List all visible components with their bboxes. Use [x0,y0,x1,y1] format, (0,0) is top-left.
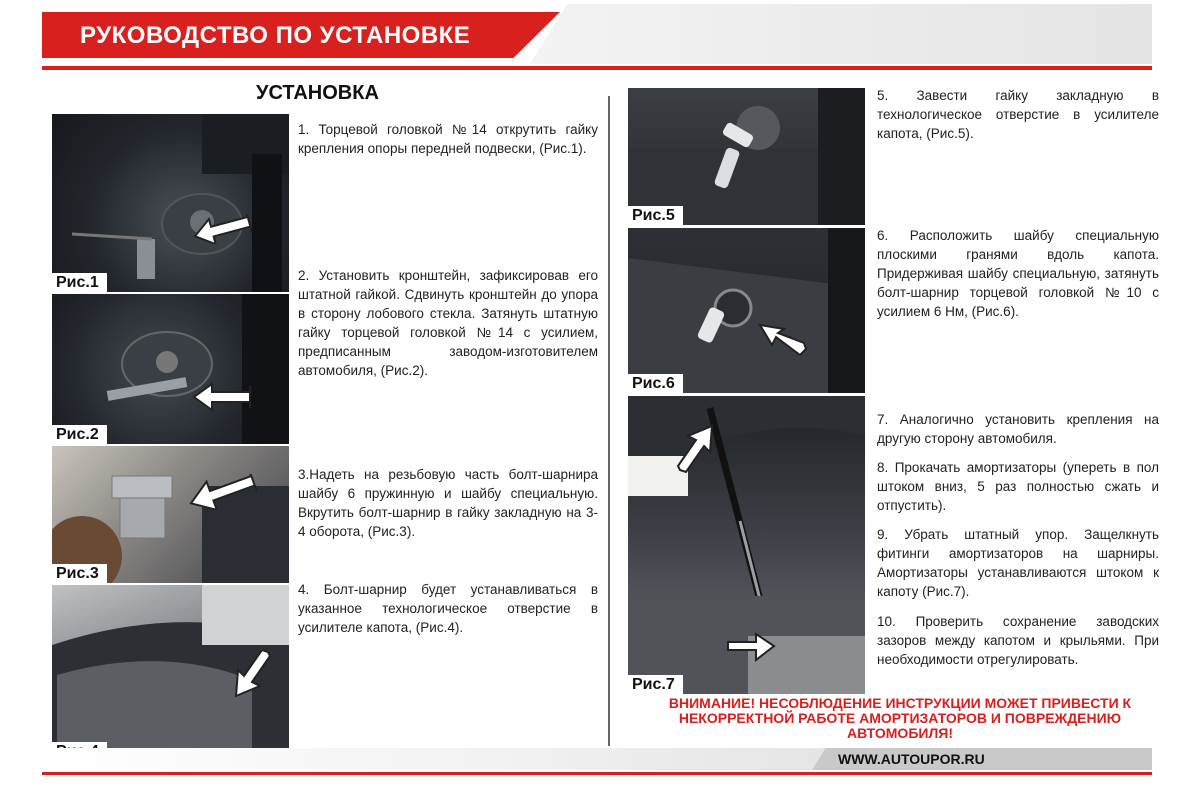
header-decoration [530,4,1152,64]
arrow-icon [726,632,776,662]
engine-bay-drawing [52,114,289,292]
figure-5-label: Рис.5 [628,206,683,225]
arrow-icon [232,650,272,700]
arrow-icon [187,474,257,510]
figure-3-photo [52,446,289,583]
figure-1-photo [52,114,289,292]
section-title: УСТАНОВКА [256,82,379,104]
washer-install-drawing [628,228,865,393]
arrow-icon [192,214,252,244]
figure-5-photo [628,88,865,225]
step-3-text: 3.Надеть на резьбовую часть болт-шарнира шайбу 6 пружинную и шайбу специальную. Вкрутить болт-шарнир в гайку закладную на 3-4 оборота, (Рис.3). [298,467,598,539]
engine-bay-drawing [52,294,289,444]
header-rule [42,66,1152,70]
step-4-text: 4. Болт-шарнир будет устанавливаться в указанное технологическое отверстие в усилителе капота, (Рис.4). [298,582,598,635]
column-divider [608,96,610,746]
step-10-text: 10. Проверить сохранение заводских зазоров между капотом и крыльями. При необходимости отрегулировать. [877,614,1159,667]
step-2-text: 2. Установить кронштейн, зафиксировав его штатной гайкой. Сдвинуть кронштейн до упора в сторону лобового стекла. Затянуть штатную гайку торцевой головкой №14 с усилием, предписанным заводом-изготовителем автомобиля, (Рис.2). [298,268,598,378]
warning-notice [650,696,1150,741]
figure-7-photo [628,396,865,694]
warning-line-3: АВТОМОБИЛЯ! [846,725,953,741]
figure-6-photo [628,228,865,393]
step-8-text: 8. Прокачать амортизаторы (упереть в пол штоком вниз, 5 раз полностью сжать и отпустить). [877,460,1159,513]
warning-line-2: НЕКОРРЕКТНОЙ РАБОТЕ АМОРТИЗАТОРОВ И ПОВРЕЖДЕНИЮ [678,710,1122,726]
footer-website-link[interactable]: WWW.AUTOUPOR.RU [838,751,985,767]
hand-bolt-drawing [52,446,289,583]
figure-7-label: Рис.7 [628,675,683,694]
warning-line-1: ВНИМАНИЕ! НЕСОБЛЮДЕНИЕ ИНСТРУКЦИИ МОЖЕТ ПРИВЕСТИ К [668,695,1132,711]
arrow-icon [758,323,808,359]
step-9-text: 9. Убрать штатный упор. Защелкнуть фитинги амортизаторов на шарниры. Амортизаторы устанавливаются штоком к капоту (Рис.7). [877,527,1159,599]
figure-4-photo [52,585,289,761]
figure-2-photo [52,294,289,444]
page-title: РУКОВОДСТВО ПО УСТАНОВКЕ [80,22,471,49]
nut-insert-drawing [628,88,865,225]
arrow-icon [192,382,252,412]
step-7-text: 7. Аналогично установить крепления на другую сторону автомобиля. [877,412,1159,446]
arrow-icon [676,424,716,474]
step-6-text: 6. Расположить шайбу специальную плоскими гранями вдоль капота. Придерживая шайбу специальную, затянуть болт-шарнир торцевой головкой №10 с усилием 6 Нм, (Рис.6). [877,228,1159,319]
step-5-text: 5. Завести гайку закладную в технологическое отверстие в усилителе капота, (Рис.5). [877,88,1159,141]
figure-1-label: Рис.1 [52,273,107,292]
figure-6-label: Рис.6 [628,374,683,393]
step-1-text: 1. Торцевой головкой №14 открутить гайку крепления опоры передней подвески, (Рис.1). [298,122,598,156]
figure-2-label: Рис.2 [52,425,107,444]
figure-3-label: Рис.3 [52,564,107,583]
footer-rule [42,772,1152,775]
